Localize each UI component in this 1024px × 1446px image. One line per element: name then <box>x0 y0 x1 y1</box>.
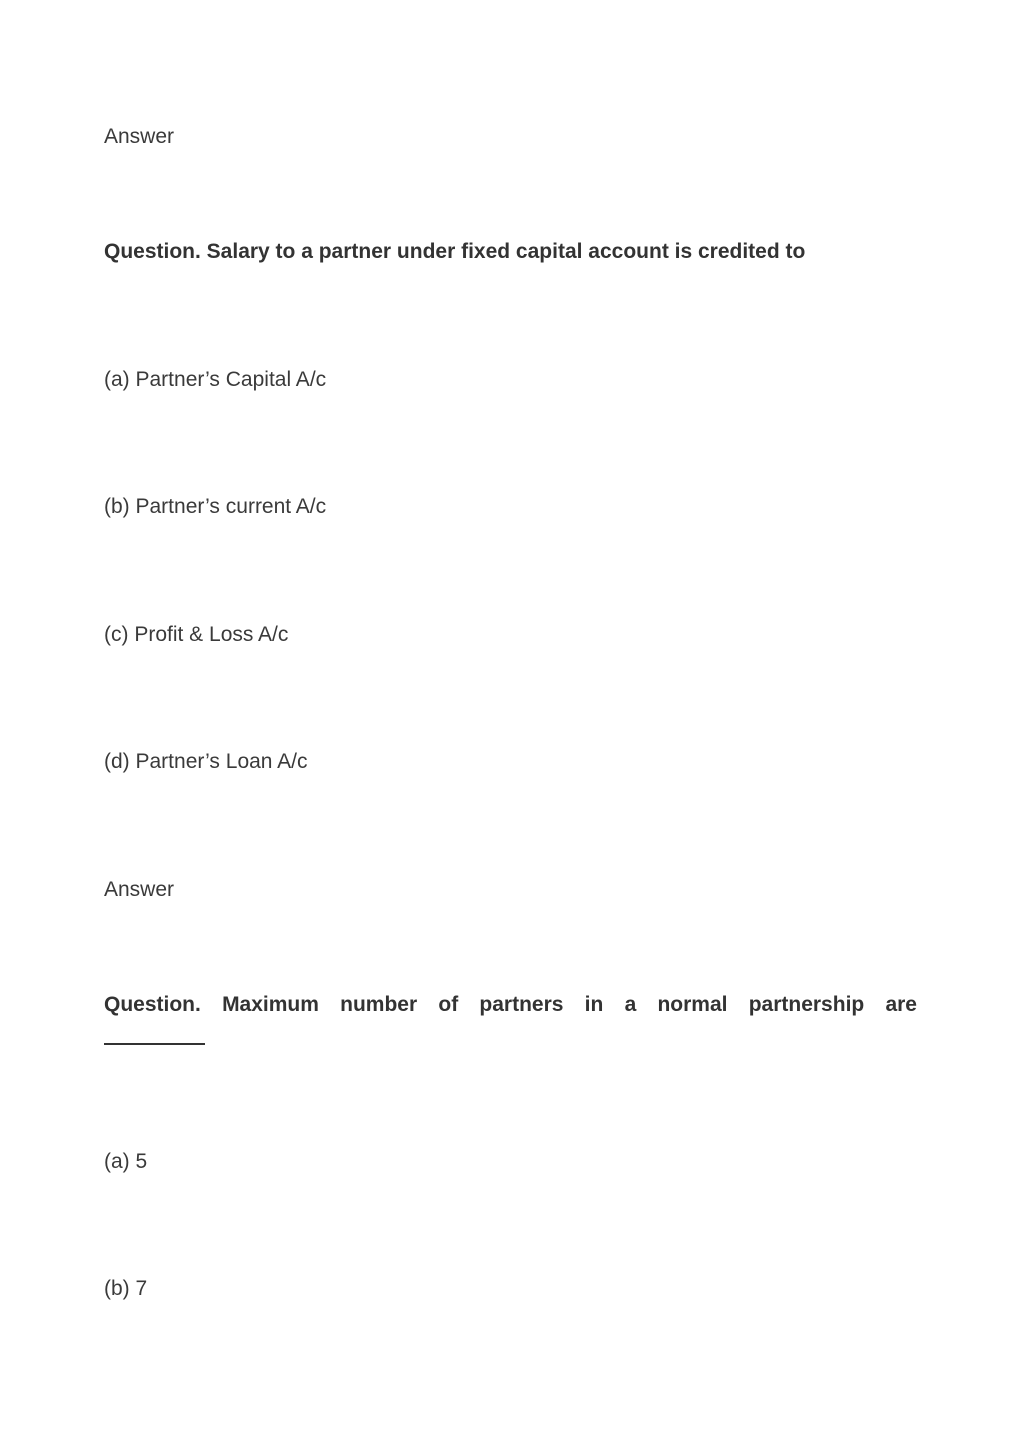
answer-blank <box>104 1043 205 1045</box>
answer-label[interactable]: Answer <box>104 878 175 901</box>
option-a: (a) Partner’s Capital A/c <box>104 368 327 391</box>
option-d: (d) Partner’s Loan A/c <box>104 750 308 773</box>
option-c: (c) Profit & Loss A/c <box>104 623 289 646</box>
answer-label[interactable]: Answer <box>104 125 175 148</box>
question-text: Question. Salary to a partner under fixed capital account is credited to <box>104 240 806 263</box>
option-b: (b) Partner’s current A/c <box>104 495 327 518</box>
option-b: (b) 7 <box>104 1277 148 1300</box>
question-text: Question. Maximum number of partners in a normal partnership are <box>104 993 917 1016</box>
option-a: (a) 5 <box>104 1150 148 1173</box>
